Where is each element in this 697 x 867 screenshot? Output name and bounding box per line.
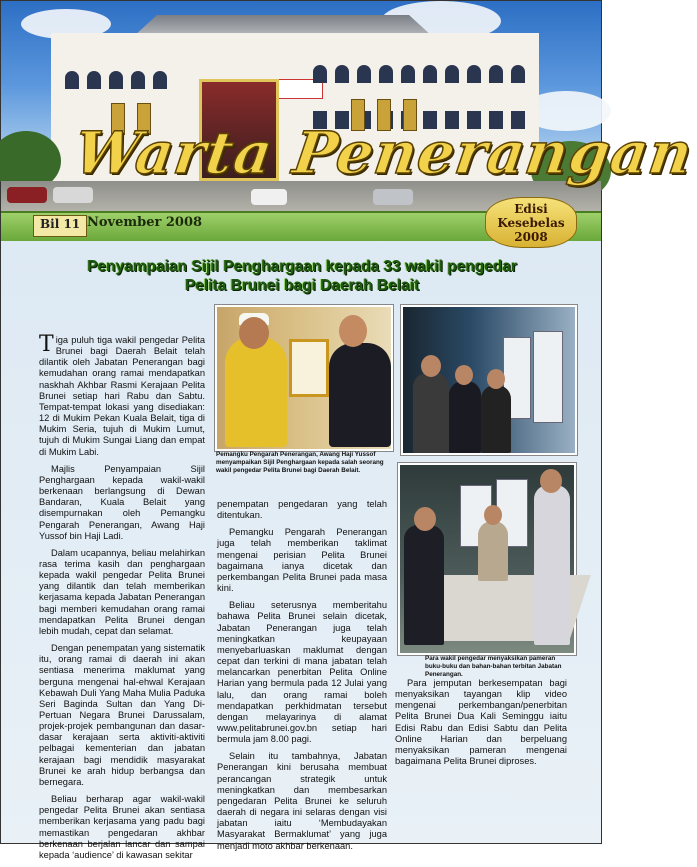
person bbox=[449, 381, 481, 453]
person bbox=[481, 385, 511, 453]
photo-caption-1: Pemangku Pengarah Penerangan, Awang Haji Yussof menyampaikan Sijil Penghargaan kepada salah seorang wakil pengedar Pelita Brunei bagi Daerah Belait. bbox=[216, 451, 384, 474]
article-paragraph: Majlis Penyampaian Sijil Penghargaan kepada wakil-wakil berkenaan berlangsung di Dewan Bandaran, Kuala Belait yang disempurnakan oleh Pemangku Pengarah Penerangan, Awang Haji Yussof bin Haji Ladi. bbox=[39, 463, 205, 541]
certificate-image bbox=[289, 339, 329, 397]
exhibit-panel bbox=[533, 331, 563, 423]
car bbox=[251, 189, 287, 205]
article-headline bbox=[31, 257, 573, 295]
article-paragraph: Pemangku Pengarah Penerangan juga telah memberikan taklimat mengenai perisian Pelita Brunei bagaimana ianya dicetak dan perkembangan Pelita Brunei pada masa kini. bbox=[217, 527, 387, 594]
article-column-2 bbox=[217, 499, 387, 858]
edition-label: Edisi Kesebelas bbox=[497, 202, 565, 230]
car bbox=[7, 187, 47, 203]
article-paragraph: Tiga puluh tiga wakil pengedar Pelita Brunei bagi Daerah Belait telah dilantik oleh Jabatan Penerangan bagi kemudahan orang ramai mendapatkan naskhah Akhbar Rasmi Kerajaan Pelita Brunei setiap hari Rabu dan Sabtu. Tempat-tempat lokasi yang disediakan: 12 di Mukim Pekan Kuala Belait, tiga di Mukim Seria, tujuh di Mukim Lumut, tujuh di Mukim Sungai Liang dan empat di Mukim Labi. bbox=[39, 332, 205, 457]
issue-date: November 2008 bbox=[87, 215, 203, 230]
article-paragraph: Dengan penempatan yang sistematik itu, orang ramai di daerah ini akan sentiasa menerima maklumat yang berguna mengenai hal-ehwal Kerajaan Kebawah Duli Yang Maha Mulia Paduka Seri Baginda Sultan dan Yang Di-Pertuan Negara Brunei Darussalam, projek-projek pembangunan dan dasar-dasar kerajaan serta aktiviti-aktiviti pelbagai kementerian dan jabatan kerajaan bagi mendidik masyarakat Brunei ke arah hidup berbangsa dan bernegara. bbox=[39, 643, 205, 787]
edition-badge bbox=[485, 197, 577, 248]
headline-line-2: Pelita Brunei bagi Daerah Belait bbox=[184, 277, 420, 294]
window-row bbox=[313, 65, 525, 83]
person bbox=[404, 525, 444, 645]
edition-year: 2008 bbox=[514, 230, 548, 244]
window-row bbox=[65, 71, 167, 89]
photo-caption-3: Para wakil pengedar menyaksikan pameran buku-buku dan bahan-bahan terbitan Jabatan Penerangan. bbox=[425, 655, 562, 678]
article-paragraph: Beliau berharap agar wakil-wakil pengedar Pelita Brunei akan sentiasa memberikan kerjasama yang padu bagi memastikan pengedaran akhbar berkenaan berjalan lancar dan sampai kepada ‘audience’ di kawasan sekitar bbox=[39, 794, 205, 860]
person bbox=[478, 521, 508, 581]
masthead-title: Warta Penerangan bbox=[70, 119, 697, 187]
article-paragraph: penempatan pengedaran yang telah ditentukan. bbox=[217, 499, 387, 521]
photo-certificate-presentation bbox=[215, 305, 393, 451]
article-paragraph: Dalam ucapannya, beliau melahirkan rasa terima kasih dan penghargaan kepada wakil pengedar Pelita Brunei yang dilantik dan telah memberikan kerjasama kepada Jabatan Penerangan bagi memberi kemudahan orang ramai mendapatkan Pelita Brunei dengan lebih mudah, cepat dan selamat. bbox=[39, 547, 205, 636]
article-column-3 bbox=[395, 678, 567, 773]
article-paragraph: Selain itu tambahnya, Jabatan Penerangan kini berusaha membuat perancangan strategik untuk meningkatkan dan membesarkan pengedaran Pelita Brunei ke seluruh daerah di negara ini selaras dengan visi jabatan iaitu ‘Membudayakan Masyarakat Bermaklumat’ yang juga menjadi moto akhbar berkenaan. bbox=[217, 751, 387, 851]
photo-book-display bbox=[398, 463, 576, 655]
headline-line-1: Penyampaian Sijil Penghargaan kepada 33 wakil pengedar bbox=[87, 258, 517, 275]
article-paragraph: Para jemputan berkesempatan bagi menyaksikan tayangan klip video mengenai perkembangan/penerbitan Pelita Brunei Dua Kali Seminggu iaitu Edisi Rabu dan Edisi Sabtu dan Pelita Online Harian dan berpeluang menyaksikan pameran mengenai bagaimana Pelita Brunei diproses. bbox=[395, 678, 567, 767]
article-column-1 bbox=[39, 332, 205, 867]
issue-number: Bil 11 bbox=[33, 215, 87, 237]
person bbox=[413, 373, 449, 453]
photo-exhibition-panels bbox=[401, 305, 577, 455]
person bbox=[534, 485, 570, 645]
car bbox=[373, 189, 413, 205]
article-paragraph: Beliau seterusnya memberitahu bahawa Pelita Brunei selain dicetak, Jabatan Penerangan juga telah meningkatkan keupayaan menyebarluaskan maklumat dengan cepat dan terkini di mana jabatan telah melancarkan penerbitan Pelita Online Harian yang bermula pada 12 Julai yang lalu, dan orang ramai boleh mendapatkan perkhidmatan tersebut dengan melayarinya di alamat www.pelitabrunei.gov.bn setiap hari bermula jam 8.00 pagi. bbox=[217, 600, 387, 745]
car bbox=[53, 187, 93, 203]
drop-cap: T bbox=[39, 332, 54, 357]
